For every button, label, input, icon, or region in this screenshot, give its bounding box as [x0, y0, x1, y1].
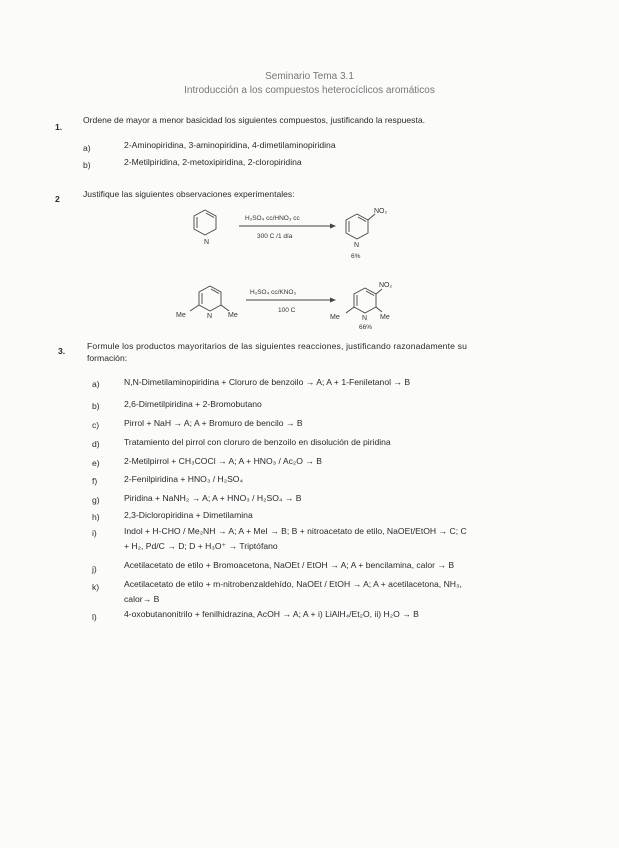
reaction-1-reagent-bottom: 300 C /1 día — [257, 233, 293, 240]
reaction-1-scheme — [185, 200, 405, 262]
nitrolutidine-structure — [346, 288, 382, 313]
q3-item-i-text-cont: + H₂, Pd/C → D; D + H₃O⁺ → Triptófano — [124, 541, 278, 551]
question-1-text: Ordene de mayor a menor basicidad los siguientes compuestos, justificando la respuesta. — [83, 115, 426, 125]
nitropyridine-structure — [346, 214, 375, 239]
reaction-1-arrowhead — [330, 224, 336, 229]
q3-item-b-text: 2,6-Dimetilpiridina + 2-Bromobutano — [124, 399, 262, 409]
lutidine-me-left: Me — [176, 312, 186, 319]
question-2-number: 2 — [55, 194, 60, 204]
q3-item-d-label: d) — [92, 439, 100, 449]
reaction-1-yield: 6% — [351, 253, 361, 260]
q1-item-b-text: 2-Metilpiridina, 2-metoxipiridina, 2-cloropiridina — [124, 157, 302, 167]
pyridine-n-label: N — [204, 239, 210, 246]
question-1-number: 1. — [55, 122, 63, 132]
q3-item-g-text: Piridina + NaNH₂ → A; A + HNO₃ / H₂SO₄ → B — [124, 493, 302, 503]
reaction-2-reagent-top: H₂SO₄ cc/KNO₃ — [250, 289, 297, 296]
pyridine-structure — [194, 210, 216, 235]
q3-item-d-text: Tratamiento del pirrol con cloruro de benzoilo en disolución de piridina — [124, 437, 391, 447]
q3-item-i-text: Indol + H-CHO / Me₂NH → A; A + MeI → B; B + nitroacetato de etilo, NaOEt/EtOH → C; C — [124, 526, 467, 536]
q3-item-k-text-cont: calor→ B — [124, 594, 160, 604]
q1-item-a-label: a) — [83, 143, 91, 153]
lutidine-n-label: N — [207, 313, 213, 320]
reaction-2-scheme — [170, 276, 400, 332]
nitrolutidine-no2-label: NO₂ — [379, 282, 393, 289]
q3-item-g-label: g) — [92, 495, 100, 505]
q3-item-h-text: 2,3-Dicloropiridina + Dimetilamina — [124, 510, 253, 520]
nitrolutidine-me-right: Me — [380, 314, 390, 321]
nitropyridine-n-label: N — [354, 242, 360, 249]
lutidine-me-right: Me — [228, 312, 238, 319]
reaction-2-arrowhead — [330, 298, 336, 303]
q1-item-a-text: 2-Aminopiridina, 3-aminopiridina, 4-dimetilaminopiridina — [124, 140, 336, 150]
q3-item-h-label: h) — [92, 512, 100, 522]
q3-item-f-label: f) — [92, 476, 98, 486]
q3-item-l-label: l) — [92, 612, 97, 622]
question-3-text-line2: formación: — [87, 353, 128, 363]
reaction-2-reagent-bottom: 100 C — [278, 307, 296, 314]
question-3-text-line1: Formule los productos mayoritarios de las siguientes reacciones, justificando razonadamente su — [87, 341, 467, 351]
q3-item-e-label: e) — [92, 458, 100, 468]
question-2-text: Justifique las siguientes observaciones experimentales: — [83, 189, 295, 199]
q3-item-f-text: 2-Fenilpiridina + HNO₃ / H₂SO₄ — [124, 474, 243, 484]
q3-item-l-text: 4-oxobutanonitrilo + fenilhidrazina, AcOH → A; A + i) LiAlH₄/Et₂O, ii) H₂O → B — [124, 609, 419, 619]
q3-item-a-label: a) — [92, 379, 100, 389]
q3-item-e-text: 2-Metilpirrol + CH₃COCl → A; A + HNO₃ / Ac₂O → B — [124, 456, 323, 466]
page-subtitle: Introducción a los compuestos heterocíclicos aromáticos — [184, 85, 435, 96]
q3-item-c-text: Pirrol + NaH → A; A + Bromuro de bencilo → B — [124, 418, 303, 428]
q3-item-k-label: k) — [92, 582, 100, 592]
q3-item-c-label: c) — [92, 420, 100, 430]
page-title: Seminario Tema 3.1 — [265, 71, 354, 82]
nitrolutidine-n-label: N — [362, 315, 368, 322]
q3-item-j-label: j) — [92, 564, 97, 574]
q3-item-j-text: Acetilacetato de etilo + Bromoacetona, NaOEt / EtOH → A; A + bencilamina, calor → B — [124, 560, 455, 570]
q3-item-i-label: i) — [92, 528, 97, 538]
question-3-number: 3. — [58, 346, 66, 356]
q3-item-b-label: b) — [92, 401, 100, 411]
reaction-2-yield: 66% — [359, 324, 373, 331]
q1-item-b-label: b) — [83, 160, 91, 170]
lutidine-structure — [190, 286, 229, 311]
nitrolutidine-me-left: Me — [330, 314, 340, 321]
q3-item-a-text: N,N-Dimetilaminopiridina + Cloruro de benzoilo → A; A + 1-Feniletanol → B — [124, 377, 411, 387]
nitropyridine-no2-label: NO₂ — [374, 208, 388, 215]
q3-item-k-text: Acetilacetato de etilo + m-nitrobenzaldehído, NaOEt / EtOH → A; A + acetilacetona, NH₃, — [124, 579, 462, 589]
reaction-1-reagent-top: H₂SO₄ cc/HNO₃ cc — [245, 215, 300, 222]
